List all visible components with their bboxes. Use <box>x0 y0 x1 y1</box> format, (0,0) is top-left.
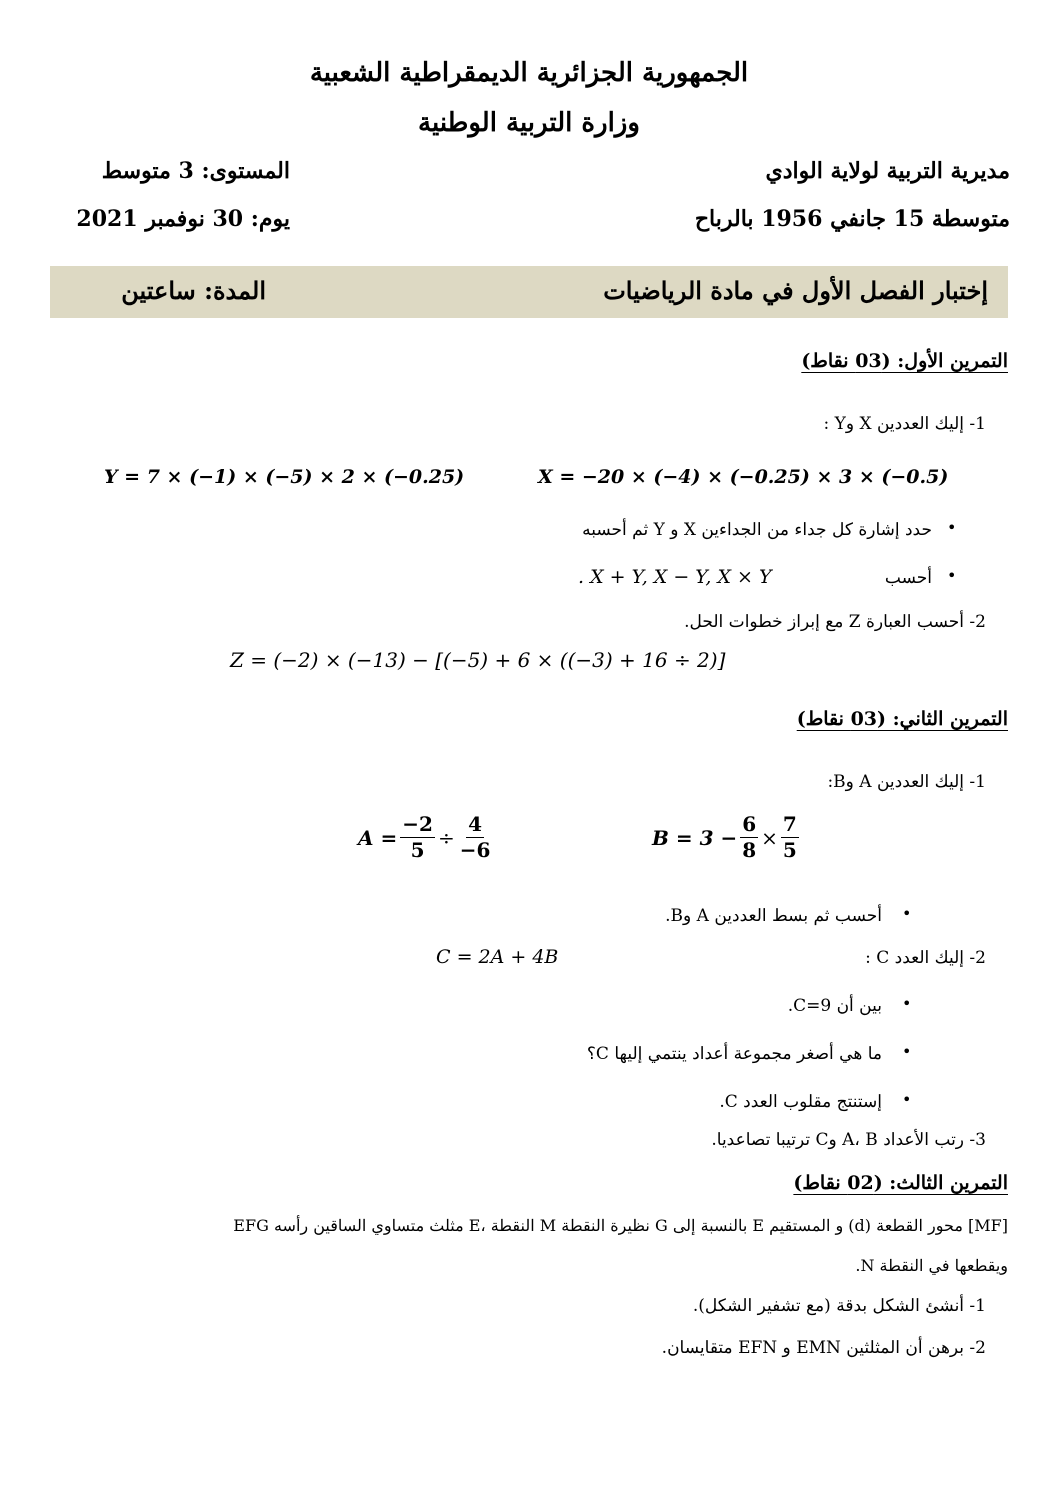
ex2-question-2: 2- إليك العدد C : <box>865 948 986 968</box>
ex1-y-expression: Y = 7 × (−1) × (−5) × 2 × (−0.25) <box>104 466 465 488</box>
exercise-1-title: التمرين الأول: (03 نقاط) <box>801 350 1008 372</box>
ex1-task-sign: حدد إشارة كل جداء من الجداءين X و Y ثم أحسبه <box>582 520 932 540</box>
a-fraction-2 <box>458 812 493 863</box>
ex1-task-compute-expr: . X + Y, X − Y, X × Y <box>578 566 772 588</box>
exercise-3-title: التمرين الثالث: (02 نقاط) <box>793 1172 1008 1194</box>
ex3-question-2: 2- برهن أن المثلثين EMN و EFN متقايسان. <box>661 1338 986 1358</box>
ministry-title: وزارة التربية الوطنية <box>418 108 640 138</box>
ex1-bullet-1: • <box>947 518 957 537</box>
a-den-2: −6 <box>459 838 491 862</box>
b-den-2: 5 <box>782 838 797 862</box>
b-num-2: 7 <box>782 812 797 836</box>
a-lhs: A = <box>358 825 398 850</box>
ex2-question-1: 1- إليك العددين A وB: <box>827 772 986 792</box>
ex2-bullet-3: • <box>902 1042 912 1061</box>
exercise-2-title: التمرين الثاني: (03 نقاط) <box>796 708 1008 730</box>
ex1-x-expression: X = −20 × (−4) × (−0.25) × 3 × (−0.5) <box>538 466 949 488</box>
republic-title: الجمهورية الجزائرية الديمقراطية الشعبية <box>309 58 749 88</box>
b-lhs: B = 3 − <box>652 825 738 850</box>
ex2-c-expression: C = 2A + 4B <box>436 946 559 968</box>
exam-title: إختبار الفصل الأول في مادة الرياضيات <box>603 276 988 305</box>
a-num-1: −2 <box>402 812 433 836</box>
date-label: يوم: 30 نوفمبر 2021 <box>76 206 290 232</box>
ex2-question-3: 3- رتب الأعداد A، B وC ترتيبا تصاعديا. <box>711 1130 986 1150</box>
ex2-bullet-4: • <box>902 1090 912 1109</box>
ex1-z-expression: Z = (−2) × (−13) − [(−5) + 6 × ((−3) + 16 ÷ 2)] <box>230 648 726 672</box>
ex2-bullet-1: • <box>902 904 912 923</box>
ex2-b-expression <box>652 812 802 863</box>
a-den-1: 5 <box>410 838 425 862</box>
ex3-question-1: 1- أنشئ الشكل بدقة (مع تشفير الشكل). <box>692 1296 986 1316</box>
b-operator: × <box>761 825 778 850</box>
ex2-task-smallest-set: ما هي أصغر مجموعة أعداد ينتمي إليها C؟ <box>586 1044 882 1064</box>
exam-duration: المدة: ساعتين <box>121 276 266 305</box>
b-fraction-1 <box>740 812 758 863</box>
a-fraction-1 <box>400 812 435 863</box>
ex3-paragraph-2: ويقطعها في النقطة N. <box>855 1256 1008 1275</box>
level-label: المستوى: 3 متوسط <box>101 158 290 184</box>
a-num-2: 4 <box>468 812 482 836</box>
ex2-task-simplify: أحسب ثم بسط العددين A وB. <box>665 906 882 926</box>
a-operator: ÷ <box>437 825 455 850</box>
ex1-task-compute-label: أحسب <box>884 568 932 588</box>
ex1-bullet-2: • <box>947 566 957 585</box>
ex2-a-expression <box>358 812 495 863</box>
ex1-question-2: 2- أحسب العبارة Z مع إبراز خطوات الحل. <box>684 612 986 632</box>
b-den-1: 8 <box>742 838 757 862</box>
b-fraction-2 <box>781 812 799 863</box>
ex1-question-1: 1- إليك العددين X وY : <box>823 414 986 434</box>
ex2-bullet-2: • <box>902 994 912 1013</box>
ex2-task-inverse: إستنتج مقلوب العدد C. <box>719 1092 882 1112</box>
b-num-1: 6 <box>742 812 757 836</box>
ex3-paragraph-1: EFG مثلث متساوي الساقين رأسه E، النقطة M نظيرة النقطة G بالنسبة إلى E و المستقيم (d) محور القطعة [MF] <box>233 1216 1008 1235</box>
directorate-label: مديرية التربية لولاية الوادي <box>765 158 1010 184</box>
school-label: متوسطة 15 جانفي 1956 بالرباح <box>694 206 1010 232</box>
ex2-task-show-c: بين أن C=9. <box>787 996 882 1016</box>
